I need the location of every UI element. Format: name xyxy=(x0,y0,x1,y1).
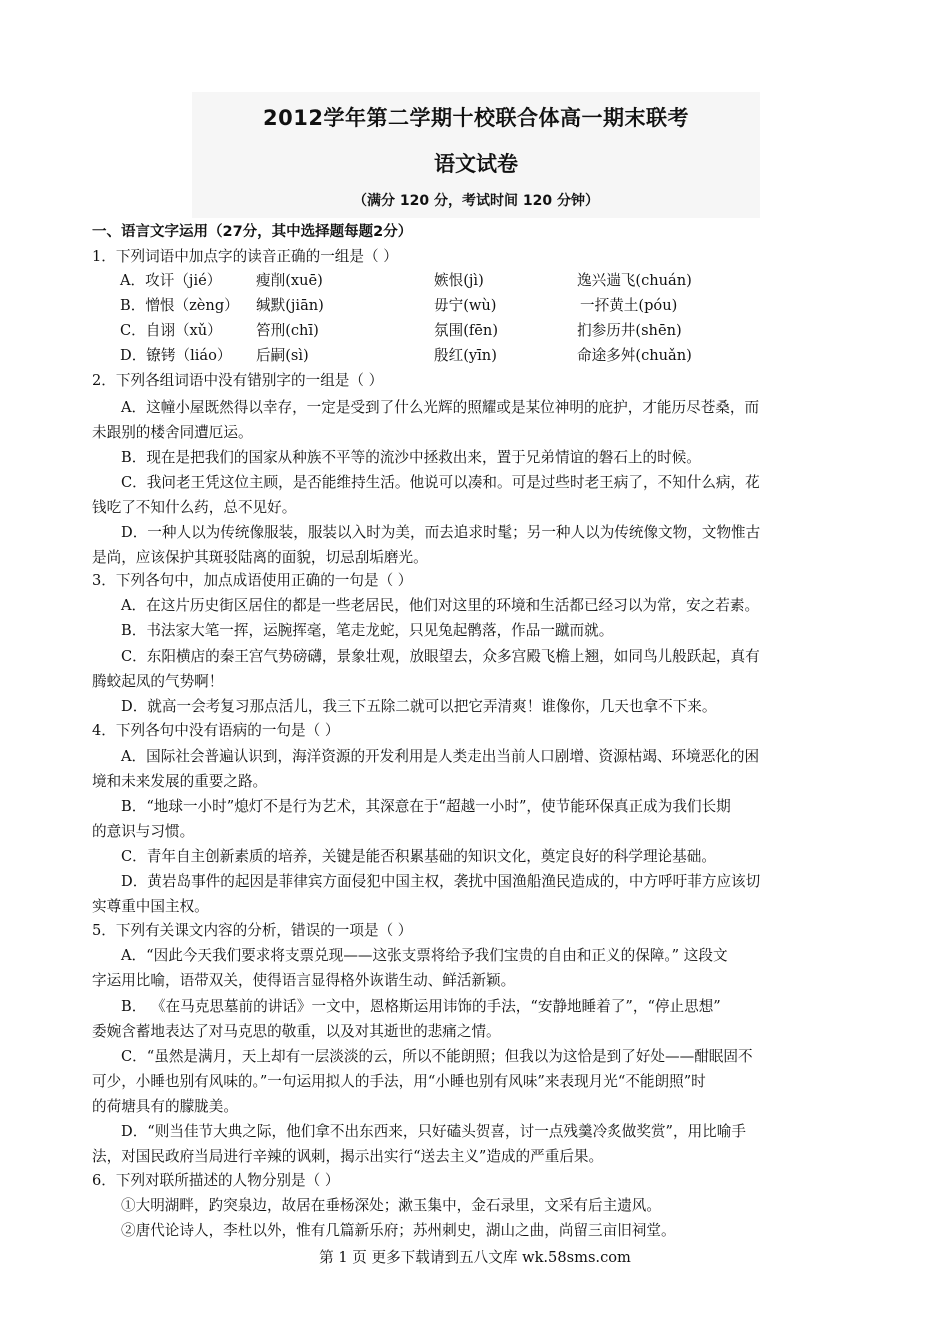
paragraph-line: 字运用比喻，语带双关，使得语言显得格外诙谐生动、鲜活新颖。 xyxy=(92,972,516,989)
paragraph-line: D．黄岩岛事件的起因是菲律宾方面侵犯中国主权，袭扰中国渔船渔民造成的，中方呼吁菲方应该切 xyxy=(121,873,761,890)
paragraph-line: B．书法家大笔一挥，运腕挥毫，笔走龙蛇，只见兔起鹘落，作品一蹴而就。 xyxy=(121,622,614,639)
paragraph-line: B． 《在马克思墓前的讲话》一文中，恩格斯运用讳饰的手法，“安静地睡着了”，“停止思想” xyxy=(121,998,721,1015)
q1-option-b-4: 一抔黄土(póu) xyxy=(580,297,678,314)
paragraph-line: B．“地球一小时”熄灯不是行为艺术，其深意在于“超越一小时”，使节能环保真正成为我们长期 xyxy=(121,798,731,815)
couplet-line: ②唐代论诗人，李杜以外，惟有几篇新乐府；苏州刺史，湖山之曲，尚留三亩旧祠堂。 xyxy=(121,1222,676,1239)
q1-option-d-3: 殷红(yīn) xyxy=(434,347,497,364)
paragraph-line: 法，对国民政府当局进行辛辣的讽刺，揭示出实行“送去主义”造成的严重后果。 xyxy=(92,1148,604,1165)
paragraph-line: C．“虽然是满月，天上却有一层淡淡的云，所以不能朗照；但我以为这恰是到了好处——酣眠固不 xyxy=(121,1048,753,1065)
q1-option-c-3: 氛围(fēn) xyxy=(434,322,499,339)
paragraph-line: 的意识与习惯。 xyxy=(92,823,195,840)
paragraph-line: 是尚，应该保护其斑驳陆离的面貌，切忌刮垢磨光。 xyxy=(92,549,428,566)
q1-option-b-3: 毋宁(wù) xyxy=(434,297,497,314)
q1-option-b-2: 缄默(jiān) xyxy=(256,297,324,314)
q1-option-a-2: 瘦削(xuē) xyxy=(256,272,323,289)
q1-option-a-3: 嫉恨(jì) xyxy=(434,272,484,289)
paragraph-line: A．这幢小屋既然得以幸存，一定是受到了什么光辉的照耀或是某位神明的庇护，才能历尽苍桑，而 xyxy=(121,399,760,416)
paragraph-line: A．国际社会普遍认识到，海洋资源的开发利用是人类走出当前人口剧增、资源枯竭、环境恶化的困 xyxy=(121,748,760,765)
q1-option-c-2: 笞刑(chī) xyxy=(256,322,319,339)
paragraph-line: 委婉含蓄地表达了对马克思的敬重，以及对其逝世的悲痛之情。 xyxy=(92,1023,501,1040)
paragraph-line: 未跟别的楼舍同遭厄运。 xyxy=(92,424,253,441)
section-heading: 一、语言文字运用（27分，其中选择题每题2分） xyxy=(92,224,413,240)
q1-option-d-2: 后嗣(sì) xyxy=(256,347,309,364)
paragraph-line: C．东阳横店的秦王宫气势磅礴，景象壮观，放眼望去，众多宫殿飞檐上翘，如同鸟儿般跃起，真有 xyxy=(121,648,760,665)
q1-option-a-1: A．攻讦（jié） xyxy=(120,272,222,289)
paragraph-line: A．“因此今天我们要求将支票兑现——这张支票将给予我们宝贵的自由和正义的保障。” 这段文 xyxy=(121,947,728,964)
paragraph-line: D．“则当佳节大典之际，他们拿不出东西来，只好磕头贺喜，讨一点残羹冷炙做奖赏”，用比喻手 xyxy=(121,1123,746,1140)
paragraph-line: D．一种人以为传统像服装，服装以入时为美，而去追求时髦；另一种人以为传统像文物，文物惟古 xyxy=(121,524,761,541)
q1-option-c-4: 扪参历井(shēn) xyxy=(577,322,682,339)
paragraph-line: 实尊重中国主权。 xyxy=(92,898,209,915)
q1-option-b-1: B．憎恨（zèng） xyxy=(120,297,239,314)
paragraph-line: C．我问老王凭这位主顾，是否能维持生活。他说可以凑和。可是过些时老王病了，不知什么病，花 xyxy=(121,474,760,491)
question-3-stem: 3．下列各句中，加点成语使用正确的一句是（ ） xyxy=(92,572,413,589)
paragraph-line: 的荷塘具有的朦胧美。 xyxy=(92,1098,238,1115)
q1-option-d-4: 命途多舛(chuǎn) xyxy=(577,347,692,364)
header-image xyxy=(192,92,760,218)
exam-info: （满分 120 分，考试时间 120 分钟） xyxy=(353,193,599,209)
couplet-line: ①大明湖畔，趵突泉边，故居在垂杨深处；漱玉集中，金石录里，文采有后主遗风。 xyxy=(121,1197,661,1214)
paragraph-line: 可少，小睡也别有风味的。”一句运用拟人的手法，用“小睡也别有风味”来表现月光“不能朗照”时 xyxy=(92,1073,706,1090)
q1-option-c-1: C．自诩（xǔ） xyxy=(120,322,222,339)
paragraph-line: B．现在是把我们的国家从种族不平等的流沙中拯救出来，置于兄弟情谊的磐石上的时候。 xyxy=(121,449,701,466)
q1-option-d-1: D．镣铐（liáo） xyxy=(120,347,232,364)
paragraph-line: 腾蛟起凤的气势啊！ xyxy=(92,673,224,690)
question-4-stem: 4．下列各句中没有语病的一句是（ ） xyxy=(92,722,340,739)
exam-subject: 语文试卷 xyxy=(434,152,518,176)
q1-option-a-4: 逸兴遄飞(chuán) xyxy=(577,272,692,289)
exam-title: 2012学年第二学期十校联合体高一期末联考 xyxy=(263,106,689,130)
question-2-stem: 2．下列各组词语中没有错别字的一组是（ ） xyxy=(92,372,384,389)
paragraph-line: A．在这片历史街区居住的都是一些老居民，他们对这里的环境和生活都已经习以为常，安之若素。 xyxy=(121,597,760,614)
page-footer: 第 1 页 更多下载请到五八文库 wk.58sms.com xyxy=(319,1249,631,1266)
paragraph-line: 境和未来发展的重要之路。 xyxy=(92,773,268,790)
paragraph-line: D．就高一会考复习那点活儿，我三下五除二就可以把它弄清爽！谁像你，几天也拿不下来。 xyxy=(121,698,717,715)
question-5-stem: 5．下列有关课文内容的分析，错误的一项是（ ） xyxy=(92,922,413,939)
question-6-stem: 6．下列对联所描述的人物分别是（ ） xyxy=(92,1172,340,1189)
question-1-stem: 1．下列词语中加点字的读音正确的一组是（ ） xyxy=(92,248,398,265)
paragraph-line: C．青年自主创新素质的培养，关键是能否积累基础的知识文化，奠定良好的科学理论基础。 xyxy=(121,848,716,865)
paragraph-line: 钱吃了不知什么药，总不见好。 xyxy=(92,499,297,516)
